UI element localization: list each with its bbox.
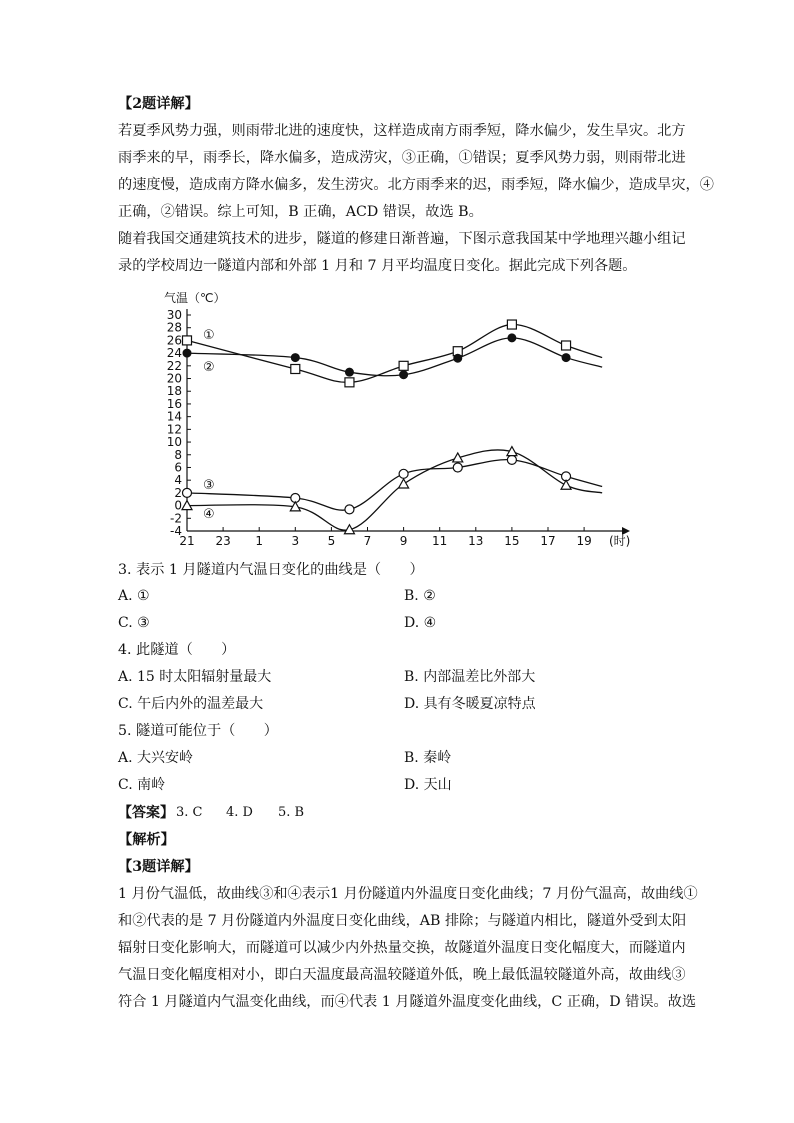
x-tick-label: 21	[179, 534, 195, 548]
q2-paragraph-line: 正确，②错误。综上可知，B 正确，ACD 错误，故选 B。	[118, 204, 483, 220]
x-tick-label: 11	[432, 534, 448, 548]
y-axis-label: 气温（℃）	[164, 291, 226, 305]
q4-option-b[interactable]: B. 内部温差比外部大	[404, 669, 536, 685]
temperature-chart	[150, 285, 640, 553]
data-point-open-circle	[345, 505, 354, 514]
q3-detail-line: 1 月份气温低，故曲线③和④表示1 月份隧道内外温度日变化曲线；7 月份气温高，故曲线①	[118, 886, 698, 902]
data-point-filled-circle	[453, 354, 462, 363]
x-tick-label: 17	[540, 534, 556, 548]
y-tick-label: -2	[170, 511, 182, 526]
series-line	[187, 324, 602, 382]
y-tick-label: 8	[174, 447, 182, 462]
intro-paragraph-line: 录的学校周边一隧道内部和外部 1 月和 7 月平均温度日变化。据此完成下列各题。	[118, 258, 637, 274]
y-tick-label: 4	[174, 473, 182, 488]
series-label: ③	[203, 478, 215, 493]
y-tick-label: 2	[174, 485, 182, 500]
x-tick-label: 19	[576, 534, 592, 548]
y-tick-label: 28	[166, 320, 182, 335]
q2-paragraph-line: 的速度慢，造成南方降水偏多，发生涝灾。北方雨季来的迟，雨季短，降水偏少，造成旱灾，④	[118, 177, 714, 193]
data-point-filled-circle	[507, 333, 516, 342]
q4-option-c[interactable]: C. 午后内外的温差最大	[118, 696, 264, 712]
x-tick-label: 3	[291, 534, 300, 548]
q5-option-c[interactable]: C. 南岭	[118, 777, 166, 793]
q3-detail-line: 和②代表的是 7 月份隧道内外温度日变化曲线，AB 排除；与隧道内相比，隧道外受到太阳	[118, 913, 687, 929]
series-label: ④	[203, 507, 215, 522]
x-tick-label: 13	[468, 534, 484, 548]
q3-option-c[interactable]: C. ③	[118, 615, 150, 631]
q3-detail-line: 辐射日变化影响大，而隧道可以减少内外热量交换，故隧道外温度日变化幅度大，而隧道内	[118, 940, 686, 956]
x-tick-label: 5	[327, 534, 336, 548]
question-5-stem: 5. 隧道可能位于（ ）	[118, 723, 278, 739]
answer-item: 3. C	[176, 805, 203, 820]
data-point-square	[183, 336, 192, 345]
data-point-filled-circle	[345, 368, 354, 377]
y-tick-label: 30	[166, 308, 182, 322]
data-point-square	[507, 320, 516, 329]
q5-option-b[interactable]: B. 秦岭	[404, 750, 452, 766]
series-line	[187, 450, 602, 530]
x-tick-label: 15	[504, 534, 520, 548]
y-tick-label: 16	[166, 396, 182, 411]
q3-option-a[interactable]: A. ①	[118, 588, 150, 604]
data-point-open-circle	[399, 469, 408, 478]
q3-option-d[interactable]: D. ④	[404, 615, 437, 631]
q3-detail-line: 符合 1 月隧道内气温变化曲线，而④代表 1 月隧道外温度变化曲线，C 正确，D 错误。故选	[118, 994, 697, 1010]
q2-paragraph-line: 若夏季风势力强，则雨带北进的速度快，这样造成南方雨季短，降水偏少，发生旱灾。北方	[118, 123, 686, 139]
data-point-triangle	[561, 480, 571, 489]
series-label: ①	[203, 328, 215, 343]
y-tick-label: -4	[170, 524, 182, 538]
y-tick-label: 24	[166, 346, 182, 361]
y-tick-label: 18	[166, 384, 182, 399]
y-tick-label: 0	[174, 498, 182, 513]
data-point-square	[345, 378, 354, 387]
x-axis-unit-label: (时)	[609, 534, 631, 548]
series-label: ②	[203, 360, 215, 375]
data-point-filled-circle	[291, 353, 300, 362]
q2-paragraph-line: 雨季来的早，雨季长，降水偏多，造成涝灾，③正确，①错误；夏季风势力弱，则雨带北进	[118, 150, 686, 166]
data-point-open-circle	[507, 455, 516, 464]
data-point-square	[291, 365, 300, 374]
data-point-filled-circle	[183, 349, 192, 358]
y-tick-label: 20	[166, 371, 182, 386]
question-4-stem: 4. 此隧道（ ）	[118, 642, 236, 658]
answer-item: 5. B	[278, 805, 305, 820]
intro-paragraph-line: 随着我国交通建筑技术的进步，隧道的修建日渐普遍，下图示意我国某中学地理兴趣小组记	[118, 231, 686, 247]
q4-option-d[interactable]: D. 具有冬暖夏凉特点	[404, 696, 536, 712]
question-3-stem: 3. 表示 1 月隧道内气温日变化的曲线是（ ）	[118, 562, 424, 578]
data-point-open-circle	[453, 463, 462, 472]
q5-option-d[interactable]: D. 天山	[404, 777, 452, 793]
data-point-square	[562, 341, 571, 350]
y-tick-label: 14	[166, 409, 182, 424]
y-tick-label: 22	[166, 358, 182, 373]
answer-label: 【答案】	[118, 805, 174, 821]
q3-detail-heading: 【3题详解】	[118, 859, 199, 875]
y-tick-label: 6	[174, 460, 182, 475]
q2-heading: 【2题详解】	[118, 96, 199, 112]
data-point-filled-circle	[562, 353, 571, 362]
x-tick-label: 1	[255, 534, 264, 548]
q4-option-a[interactable]: A. 15 时太阳辐射量最大	[118, 669, 272, 685]
y-tick-label: 10	[166, 435, 182, 450]
x-tick-label: 9	[399, 534, 408, 548]
analysis-heading: 【解析】	[118, 832, 175, 848]
y-tick-label: 12	[166, 422, 182, 437]
answer-item: 4. D	[226, 805, 253, 820]
data-point-filled-circle	[399, 370, 408, 379]
data-point-square	[399, 361, 408, 370]
q5-option-a[interactable]: A. 大兴安岭	[118, 750, 194, 766]
y-tick-label: 26	[166, 333, 182, 348]
x-tick-label: 23	[215, 534, 231, 548]
q3-detail-line: 气温日变化幅度相对小，即白天温度最高温较隧道外低，晚上最低温较隧道外高，故曲线③	[118, 967, 686, 983]
x-tick-label: 7	[363, 534, 372, 548]
data-point-triangle	[399, 479, 409, 488]
q3-option-b[interactable]: B. ②	[404, 588, 436, 604]
data-point-open-circle	[183, 488, 192, 497]
